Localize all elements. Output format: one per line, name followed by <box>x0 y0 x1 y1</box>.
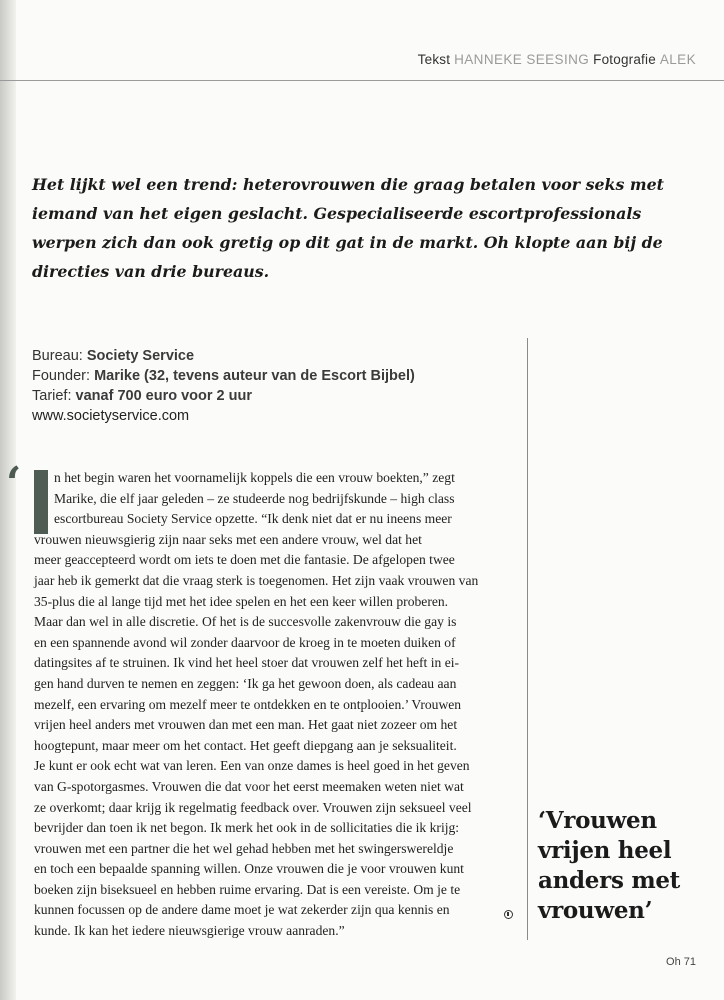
byline-credits <box>418 52 696 67</box>
article-line: Je kunt er ook echt wat van leren. Een van onze dames is heel goed in het geven <box>34 758 470 774</box>
pull-quote-line: ‘Vrouwen <box>538 807 657 834</box>
article-line: bevrijder dan toen ik net begon. Ik merk het ook in de sollicitaties die ik krijg: <box>34 820 460 836</box>
opening-quote-mark: ‘ <box>6 458 22 509</box>
credit-photo-label: Fotografie <box>593 52 656 67</box>
founder-row <box>32 366 415 386</box>
tarief-row <box>32 386 415 406</box>
tarief-label: Tarief: <box>32 388 72 404</box>
pull-quote <box>538 806 708 926</box>
article-line: en een spannende avond wil zonder daarvoor de kroeg in te moeten duiken of <box>34 634 456 650</box>
article-line: van G-spotorgasmes. Vrouwen die dat voor het eerst meemaken weten niet wat <box>34 778 464 794</box>
article-line: 35-plus die al lange tijd met het idee spelen en het een keer willen proberen. <box>34 593 449 609</box>
credit-text-label: Tekst <box>417 52 451 67</box>
article-line: vrouwen nieuwsgierig zijn naar seks met een andere vrouw, wel dat het <box>34 531 422 547</box>
founder-value: Marike (32, tevens auteur van de Escort Bijbel) <box>94 368 415 384</box>
article-line: en toch een bepaalde spanning willen. Onze vrouwen die je voor vrouwen kunt <box>34 861 464 877</box>
page-number: Oh 71 <box>666 956 696 968</box>
website-row: www.societyservice.com <box>32 408 190 424</box>
credit-author-name: HANNEKE SEESING <box>454 52 590 67</box>
article-line: vrijen heel anders met vrouwen dan met een man. Het gaat niet zozeer om het <box>34 717 458 733</box>
bureau-label: Bureau: <box>32 348 83 364</box>
credit-photographer-name: ALEK <box>659 52 696 67</box>
article-line: gen hand durven te nemen en zeggen: ‘Ik ga het gewoon doen, als cadeau aan <box>34 675 457 691</box>
article-body <box>34 468 510 942</box>
article-line: datingsites af te struinen. Ik vind het heel stoer dat vrouwen zelf het heft in ei- <box>34 655 460 671</box>
article-line: kunnen focussen op de andere dame moet je wat zekerder zijn qua kennis en <box>34 902 450 918</box>
header-rule <box>0 80 724 81</box>
article-line: hoogtepunt, maar meer om het contact. Het geeft diepgang aan je seksualiteit. <box>34 737 457 753</box>
article-line: jaar heb ik gemerkt dat die vraag sterk is toegenomen. Het zijn vaak vrouwen van <box>34 572 479 588</box>
article-line: n het begin waren het voornamelijk koppels die een vrouw boekten,” zegt <box>54 470 455 485</box>
column-divider <box>527 338 528 940</box>
article-line: escortbureau Society Service opzette. “Ik denk niet dat er nu ineens meer <box>54 511 452 527</box>
article-line: meer geaccepteerd wordt om iets te doen met die fantasie. De afgelopen twee <box>34 552 455 568</box>
pull-quote-line: anders met <box>538 867 681 894</box>
article-line: vrouwen met een partner die het wel gehad hebben met het swingerswereldje <box>34 840 454 856</box>
tarief-value: vanaf 700 euro voor 2 uur <box>75 388 253 404</box>
founder-label: Founder: <box>32 368 91 384</box>
pull-quote-line: vrijen heel <box>538 837 672 864</box>
article-line: boeken zijn biseksueel en hebben ruime ervaring. Dat is een vereiste. Om je te <box>34 881 461 897</box>
bureau-row <box>32 346 415 366</box>
article-line: mezelf, een ervaring om mezelf meer te ontdekken en te ontplooien.’ Vrouwen <box>34 696 462 712</box>
pull-quote-line: vrouwen’ <box>538 897 653 924</box>
bureau-value: Society Service <box>86 348 195 364</box>
article-line: ze overkomt; daar krijg ik regelmatig feedback over. Vrouwen zijn seksueel veel <box>34 799 472 815</box>
article-line: Maar dan wel in alle discretie. Of het is de succesvolle zakenvrouw die gay is <box>34 614 457 630</box>
article-line: kunde. Ik kan het iedere nieuwsgierige vrouw aanraden.” <box>34 923 345 939</box>
article-end-icon <box>504 910 513 919</box>
intro-paragraph: Het lijkt wel een trend: heterovrouwen die graag betalen voor seks met iemand van het eigen geslacht. Gespecialiseerde escortprofessionals werpen zich dan ook gretig op dit gat in de markt. Oh klopte aan bij de directies van drie bureaus. <box>32 175 664 281</box>
bureau-info-block <box>32 346 415 426</box>
article-line: Marike, die elf jaar geleden – ze studeerde nog bedrijfskunde – high class <box>54 490 455 506</box>
